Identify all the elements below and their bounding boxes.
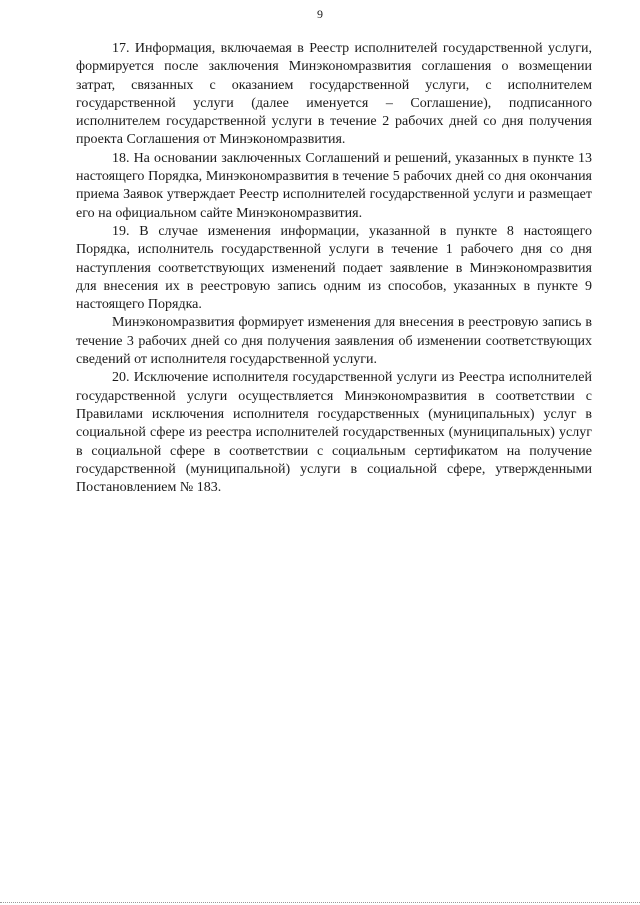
page-number: 9 (317, 7, 323, 21)
paragraph-20: 20. Исключение исполнителя государственной услуги из Реестра исполнителей государственной услуги осуществляется Минэкономразвития в соответствии с Правилами исключения исполнителя государственных (муниципальных) услуг в социальной сфере из реестра исполнителей государственных (муниципальных) услуг в социальной сфере в соответствии с социальным сертификатом на получение государственной (муниципальной) услуги в социальной сфере, утвержденными Постановлением № 183. (76, 370, 592, 496)
paragraph-17: 17. Информация, включаемая в Реестр исполнителей государственной услуги, формируется после заключения Минэкономразвития соглашения о возмещении затрат, связанных с оказанием государственной услуги, с исполнителем государственной услуги (далее именуется – Соглашение), подписанного исполнителем государственной услуги в течение 2 рабочих дней со дня получения проекта Соглашения от Минэкономразвития. (76, 41, 592, 148)
document-body (76, 40, 592, 497)
paragraph-18: 18. На основании заключенных Соглашений и решений, указанных в пункте 13 настоящего Порядка, Минэкономразвития в течение 5 рабочих дней со дня окончания приема Заявок утверждает Реестр исполнителей государственной услуги и размещает его на официальном сайте Минэкономразвития. (76, 150, 592, 221)
paragraph-19: 19. В случае изменения информации, указанной в пункте 8 настоящего Порядка, исполнитель государственной услуги в течение 1 рабочего дня со дня наступления соответствующих изменений подает заявление в Минэкономразвития для внесения их в реестровую запись одним из способов, указанных в пункте 9 настоящего Порядка. (76, 223, 592, 313)
page-bottom-edge (0, 902, 640, 903)
paragraph-19-continuation: Минэкономразвития формирует изменения для внесения в реестровую запись в течение 3 рабочих дней со дня получения заявления об изменении соответствующих сведений от исполнителя государственной услуги. (76, 315, 592, 368)
